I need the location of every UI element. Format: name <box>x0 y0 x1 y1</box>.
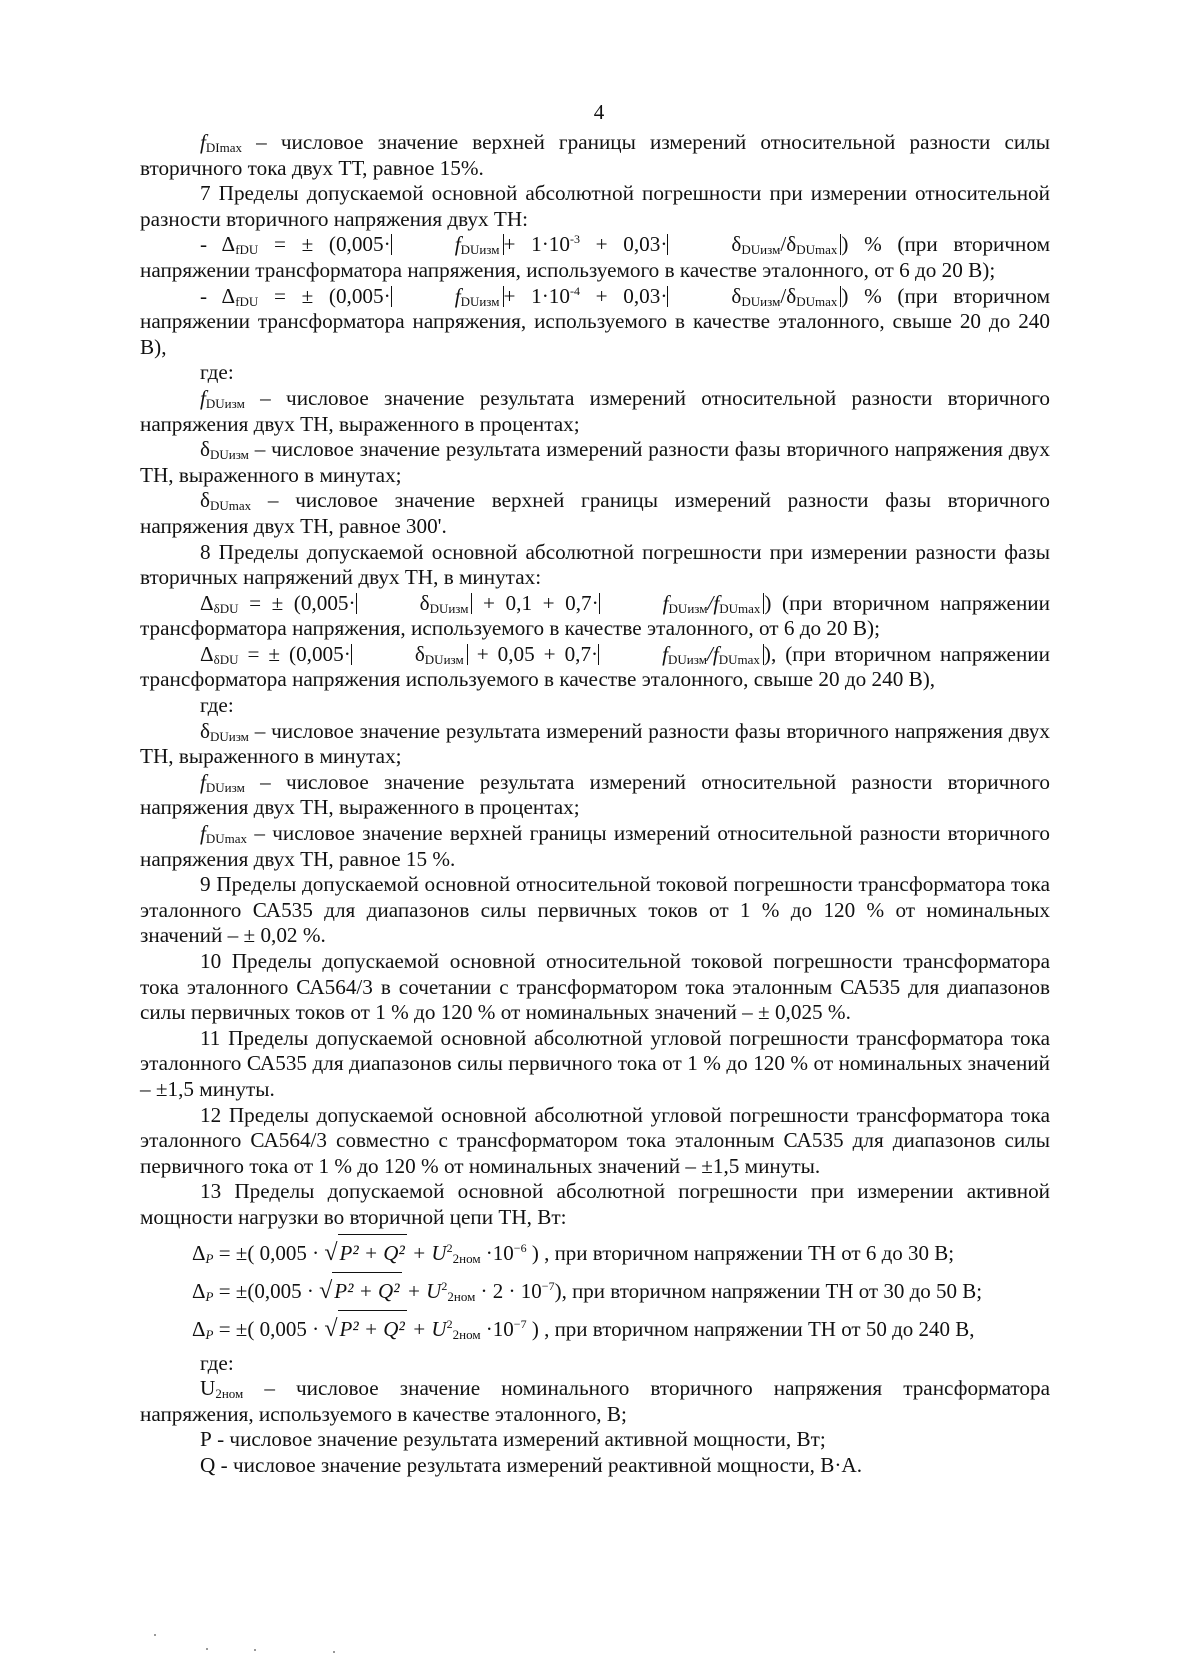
item-12: 12 Пределы допускаемой основной абсолютной угловой погрешности трансформатора тока эталонного СА564/3 совместно с трансформатором тока эталонным СА535 для диапазонов силы первичного тока от 1 % до 120 % от номинальных значений – ±1,5 минуты. <box>140 1102 1050 1178</box>
definition-u2nom: $U_{2ном}$ – числовое значение номинального вторичного напряжения трансформатора напряжения, используемого в качестве эталонного, В; <box>140 1376 1050 1426</box>
where-label: где: <box>200 1350 234 1375</box>
item-9: 9 Пределы допускаемой основной относительной токовой погрешности трансформатора тока эталонного СА535 для диапазонов силы первичных токов от 1 % до 120 % от номинальных значений – ± 0,02 %. <box>140 872 1050 948</box>
item-13: 13 Пределы допускаемой основной абсолютной погрешности при измерении активной мощности нагрузки во вторичной цепи ТН, Вт: <box>140 1179 1050 1229</box>
definition-ddumax: $\delta_{DUmax}$ – числовое значение верхней границы измерений разности фазы вторичного напряжения двух ТН, равное 300'. <box>140 488 1050 538</box>
sqrt-icon: √ <box>319 1277 333 1304</box>
definition-fdumax: $f_{DUmax}$ – числовое значение верхней границы измерений относительной разности вторичного напряжения двух ТН, равное 15 %. <box>140 821 1050 871</box>
definition-fduizm: $f_{DUизм}$ – числовое значение результата измерений относительной разности вторичного напряжения двух ТН, выраженного в процентах; <box>140 385 1050 436</box>
item-10: 10 Пределы допускаемой основной относительной токовой погрешности трансформатора тока эталонного СА564/3 в сочетании с трансформатором тока эталонным СА535 для диапазонов силы первичных токов от 1 % до 120 % от номинальных значений – ± 0,025 %. <box>140 949 1050 1025</box>
definition-dduizm: $\delta_{DUизм}$ – числовое значение результата измерений разности фазы вторичного напряжения двух ТН, выраженного в минутах; <box>140 718 1050 769</box>
power-formula: $\Delta_P = \pm(0,005 \cdot √P^2 + Q^2 + U^2_{2ном} \cdot 2 \cdot 10^{-7})$, при вторичном напряжении ТН от 30 до 50 В; <box>192 1272 1050 1310</box>
item-7: 7 Пределы допускаемой основной абсолютной погрешности при измерении относительной разности вторичного напряжения двух ТН: <box>140 181 1050 231</box>
power-formula: $\Delta_P$ = ±( $0,005 \cdot √P^2 + Q^2 + U^2_{2ном} \cdot 10^{-7}$ ) , при вторичном напряжении ТН от 50 до 240 В, <box>192 1310 1050 1348</box>
document-body <box>140 130 1050 1479</box>
formula-8-1: $\Delta_{\delta DU}$ = ± ($0,005\cdot \delta_{DUизм} + 0,1 + 0,7\cdot f_{DUизм}/f_{DUmax}$ ) (при вторичном напряжении трансформатора напряжения, используемого в качестве эталонного, от 6 до 20 В); <box>140 590 1050 641</box>
definition-fdimax: $f_{DImax}$ – числовое значение верхней границы измерений относительной разности силы вторичного тока двух ТТ, равное 15%. <box>140 130 1050 180</box>
page-number: 4 <box>593 100 605 124</box>
formula-7-2: - $\Delta_{fDU}$ = ± ($0,005\cdot f_{DUизм} + 1\cdot 10^{-4} + 0,03\cdot \delta_{DUизм}/\delta_{DUmax}$ ) % (при вторичном напряжении трансформатора напряжения, используемого в качестве эталонного, свыше 20 до 240 В), <box>140 283 1050 359</box>
power-formulas <box>192 1234 1050 1348</box>
sqrt-icon: √ <box>324 1315 338 1342</box>
sqrt-icon: √ <box>324 1239 338 1266</box>
definition-q: Q - числовое значение результата измерений реактивной мощности, В·А. <box>200 1452 863 1477</box>
definition-dduizm: $\delta_{DUизм}$ – числовое значение результата измерений разности фазы вторичного напряжения двух ТН, выраженного в минутах; <box>140 437 1050 487</box>
power-formula: $\Delta_P$ = ±( $0,005 \cdot √P^2 + Q^2 + U^2_{2ном} \cdot 10^{-6}$ ) , при вторичном напряжении ТН от 6 до 30 В; <box>192 1234 1050 1272</box>
scan-artifacts <box>150 1648 550 1654</box>
formula-8-2: $\Delta_{\delta DU}$ = ± ($0,005\cdot \delta_{DUизм} + 0,05 + 0,7\cdot f_{DUизм}/f_{DUmax}$ ), (при вторичном напряжении трансформатора напряжения используемого в качестве эталонного, свыше 20 до 240 В), <box>140 641 1050 692</box>
item-11: 11 Пределы допускаемой основной абсолютной угловой погрешности трансформатора тока эталонного СА535 для диапазонов силы первичного тока от 1 % до 120 % от номинальных значений – ±1,5 минуты. <box>140 1025 1050 1101</box>
definition-p: Р - числовое значение результата измерений активной мощности, Вт; <box>200 1427 826 1452</box>
item-8: 8 Пределы допускаемой основной абсолютной погрешности при измерении разности фазы вторичных напряжений двух ТН, в минутах: <box>140 539 1050 590</box>
definition-fduizm: $f_{DUизм}$ – числовое значение результата измерений относительной разности вторичного напряжения двух ТН, выраженного в процентах; <box>140 769 1050 820</box>
where-label: где: <box>200 360 234 385</box>
formula-7-1: - $\Delta_{fDU}$ = ± ($0,005\cdot f_{DUизм} + 1\cdot 10^{-3} + 0,03\cdot \delta_{DUизм}/\delta_{DUmax}$ ) % (при вторичном напряжении трансформатора напряжения, используемого в качестве эталонного, от 6 до 20 В); <box>140 232 1050 282</box>
where-label: где: <box>200 693 234 718</box>
